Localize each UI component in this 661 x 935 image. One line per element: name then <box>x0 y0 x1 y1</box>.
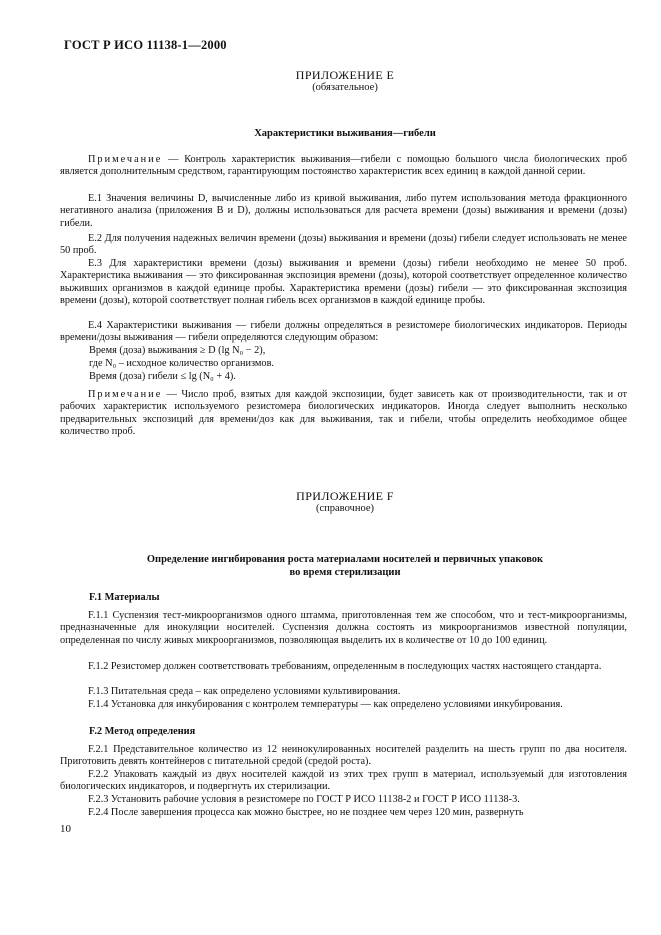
para-f14: F.1.4 Установка для инкубирования с контролем температуры — как определено условиями инкубирования. <box>88 699 563 710</box>
para-e4: Е.4 Характеристики выживания — гибели должны определяться в резистомере биологических индикаторов. Периоды времени/дозы выживания — гибели определяются следующим образом: <box>60 320 627 344</box>
section-f1-title: F.1 Материалы <box>89 592 160 603</box>
para-f21: F.2.1 Представительное количество из 12 неинокулированных носителей разделить на шесть групп по два носителя. Приготовить девять контейнеров с питательной средой (средой роста). <box>60 744 627 768</box>
document-code-header: ГОСТ Р ИСО 11138-1—2000 <box>64 38 227 52</box>
para-f22: F.2.2 Упаковать каждый из двух носителей каждой из этих трех групп в материал, используемый для изготовления биологических индикаторов, и подвергнуть их стерилизации. <box>60 769 627 793</box>
appendix-f-title: ПРИЛОЖЕНИЕ F <box>296 489 394 503</box>
para-f23: F.2.3 Установить рабочие условия в резистомере по ГОСТ Р ИСО 11138-2 и ГОСТ Р ИСО 11138-3. <box>88 794 520 805</box>
appendix-f-heading-line2: во время стерилизации <box>289 567 401 578</box>
note-e2-label: Примечание <box>88 389 163 400</box>
para-e3: Е.3 Для характеристики времени (дозы) выживания и времени (дозы) гибели необходимо не менее 50 проб. Характеристика выживания — это фиксированная экспозиция времени (дозы), которой соответствует определенное количество выживших организмов в каждой единице пробы. Характеристика времени (дозы) гибели — это фиксированная экспозиция времени (дозы), которой соответствует полная гибель всех организмов в каждой единице пробы. <box>60 258 627 307</box>
note-e-text: — Контроль характеристик выживания—гибели с помощью большого числа биологических проб является дополнительным средством, гарантирующим постоянство характеристик всех единиц в каждой данной серии. <box>60 154 627 178</box>
formula-survival: Время (доза) выживания ≥ D (lg N₀ − 2), <box>89 345 266 356</box>
formula-kill: Время (доза) гибели ≤ lg (N₀ + 4). <box>89 371 236 382</box>
section-f2-title: F.2 Метод определения <box>89 726 196 737</box>
note-e-2 <box>60 389 627 439</box>
appendix-e-heading: Характеристики выживания—гибели <box>254 128 436 139</box>
note-e-label: Примечание <box>88 154 163 165</box>
para-e2: Е.2 Для получения надежных величин времени (дозы) выживания и времени (дозы) гибели следует использовать не менее 50 проб. <box>60 233 627 257</box>
formula-where: где N₀ – исходное количество организмов. <box>89 358 275 369</box>
appendix-f-status: (справочное) <box>316 503 374 514</box>
para-e1: Е.1 Значения величины D, вычисленные либо из кривой выживания, либо путем использования метода фракционного негативного анализа (приложения В и D), должны использоваться для расчета времени (дозы) выживания и времени (дозы) гибели. <box>60 193 627 229</box>
para-f11: F.1.1 Суспензия тест-микроорганизмов одного штамма, приготовленная тем же способом, что и тест-микроорганизмы, предназначенные для инокуляции носителей. Суспензия должна состоять из микроорганизмов известной популяции, определенная по числу живых микроорганизмов, позволяющая выделить их в количестве от 10 до 100 единиц. <box>60 610 627 646</box>
appendix-f-heading-line1: Определение ингибирования роста материалами носителей и первичных упаковок <box>146 554 544 565</box>
note-e2-text: — Число проб, взятых для каждой экспозиции, будет зависеть как от производительности, так и от рабочих характеристик используемого резистомера биологических индикаторов. Иногда следует выполнить несколько предварительных экспозиций для времени/доз как для выживания, так и гибели, чтобы определить необходимое общее количество проб. <box>60 389 627 438</box>
para-f12: F.1.2 Резистомер должен соответствовать требованиям, определенным в последующих частях настоящего стандарта. <box>88 661 602 672</box>
page-number: 10 <box>60 823 71 835</box>
para-f13: F.1.3 Питательная среда – как определено условиями культивирования. <box>88 686 401 697</box>
appendix-e-status: (обязательное) <box>312 82 378 93</box>
note-e <box>60 154 627 179</box>
para-f24: F.2.4 После завершения процесса как можно быстрее, но не позднее чем через 120 мин, развернуть <box>88 807 524 818</box>
appendix-e-title: ПРИЛОЖЕНИЕ Е <box>295 68 395 82</box>
